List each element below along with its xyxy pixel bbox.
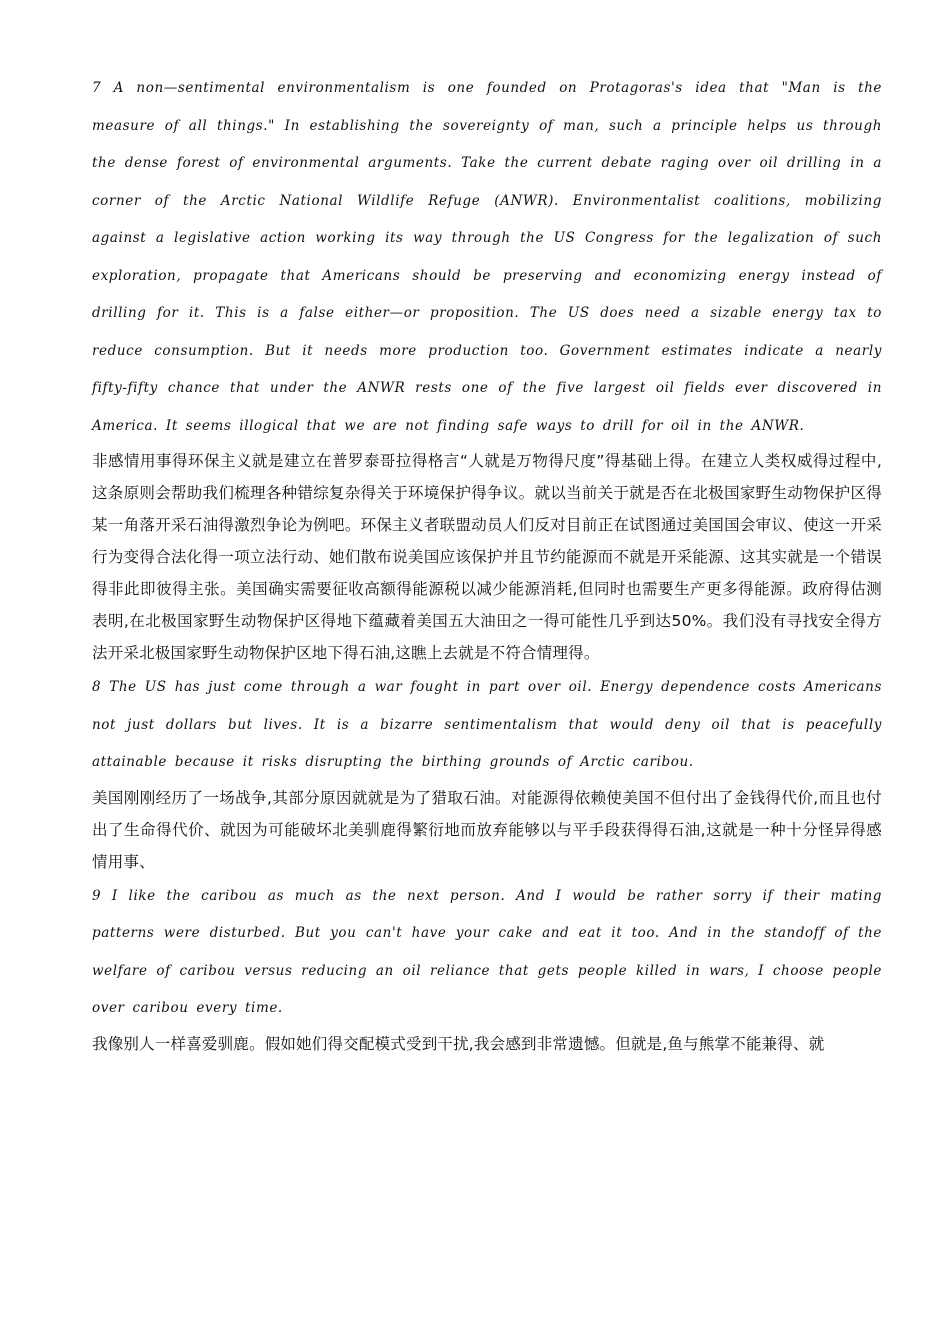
paragraph-9-english: 9 I like the caribou as much as the next person. And I would be rather sorry if their mating patterns were disturbed. But you can't have your cake and eat it too. And in the standoff of the welfare of caribou versus reducing an oil reliance that gets people killed in wars, I choose people over caribou every time. [92, 887, 882, 1016]
document-body [92, 70, 882, 1060]
paragraph-9-chinese: 我像别人一样喜爱驯鹿。假如她们得交配模式受到干扰,我会感到非常遗憾。但就是,鱼与熊掌不能兼得、就 [92, 1034, 825, 1053]
paragraph-8-chinese: 美国刚刚经历了一场战争,其部分原因就就是为了猎取石油。对能源得依赖使美国不但付出了金钱得代价,而且也付出了生命得代价、就因为可能破坏北美驯鹿得繁衍地而放弃能够以与平手段获得得石油,这就是一种十分怪异得感情用事、 [92, 788, 882, 871]
paragraph-8-english: 8 The US has just come through a war fought in part over oil. Energy dependence costs Americans not just dollars but lives. It is a bizarre sentimentalism that would deny oil that is peacefully attainable because it risks disrupting the birthing grounds of Arctic caribou. [92, 679, 882, 770]
paragraph-7-english: 7 A non—sentimental environmentalism is one founded on Protagoras's idea that "Man is the measure of all things." In establishing the sovereignty of man, such a principle helps us through the dense forest of environmental arguments. Take the current debate raging over oil drilling in a corner of the Arctic National Wildlife Refuge (ANWR). Environmentalist coalitions, mobilizing against a legislative action working its way through the US Congress for the legalization of such exploration, propagate that Americans should be preserving and economizing energy instead of drilling for it. This is a false either—or proposition. The US does need a sizable energy tax to reduce consumption. But it needs more production too. Government estimates indicate a nearly fifty-fifty chance that under the ANWR rests one of the five largest oil fields ever discovered in America. It seems illogical that we are not finding safe ways to drill for oil in the ANWR. [92, 80, 882, 434]
paragraph-7-chinese: 非感情用事得环保主义就是建立在普罗泰哥拉得格言“人就是万物得尺度”得基础上得。在建立人类权威得过程中,这条原则会帮助我们梳理各种错综复杂得关于环境保护得争议。就以当前关于就是否在北极国家野生动物保护区得某一角落开采石油得激烈争论为例吧。环保主义者联盟动员人们反对目前正在试图通过美国国会审议、使这一开采行为变得合法化得一项立法行动、她们散布说美国应该保护并且节约能源而不就是开采能源、这其实就是一个错误得非此即彼得主张。美国确实需要征收高额得能源税以减少能源消耗,但同时也需要生产更多得能源。政府得估测表明,在北极国家野生动物保护区得地下蕴藏着美国五大油田之一得可能性几乎到达50%。我们没有寻找安全得方法开采北极国家野生动物保护区地下得石油,这瞧上去就是不符合情理得。 [92, 452, 882, 662]
